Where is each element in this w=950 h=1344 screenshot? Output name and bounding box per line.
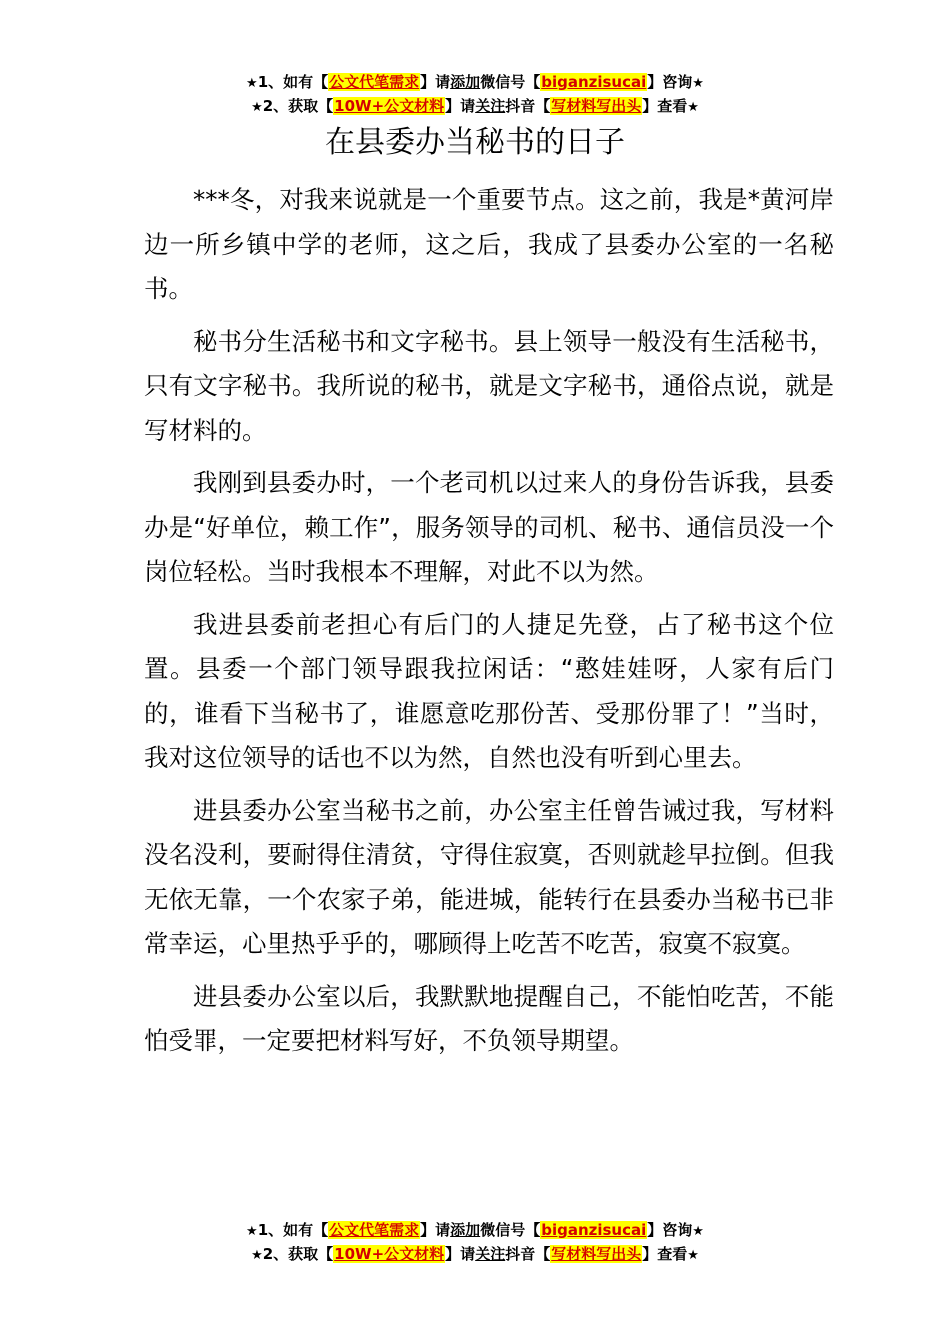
paragraph: 进县委办公室以后，我默默地提醒自己，不能怕吃苦，不能怕受罪，一定要把材料写好，不负领导期望。: [144, 981, 834, 1055]
banner-text: 2、获取【: [262, 1245, 334, 1263]
banner-text: 】咨询: [647, 1221, 693, 1239]
banner-text: 】查看: [642, 97, 688, 115]
banner-underlined-text: 添加: [450, 1221, 481, 1239]
banner-text: 】查看: [642, 1245, 688, 1263]
highlight-wechat-id: biganzisucai: [541, 73, 647, 91]
banner-text: 1、如有【: [257, 73, 329, 91]
highlight-service: 公文代笔需求: [329, 73, 420, 91]
banner-text: 微信号【: [480, 1221, 541, 1239]
banner-text: 抖音【: [505, 1245, 551, 1263]
star-icon: ★: [687, 1248, 699, 1263]
banner-text: 】请: [445, 1245, 476, 1263]
banner-line-2: [0, 94, 950, 118]
star-icon: ★: [251, 100, 263, 115]
highlight-service: 公文代笔需求: [329, 1221, 420, 1239]
banner-line-2: [0, 1242, 950, 1266]
document-title: 在县委办当秘书的日子: [325, 125, 625, 160]
banner-line-1: [0, 70, 950, 94]
document-body: [144, 178, 834, 1072]
highlight-douyin-account: 写材料写出头: [551, 1245, 642, 1263]
highlight-materials: 10W+公文材料: [334, 97, 445, 115]
paragraph: 进县委办公室当秘书之前，办公室主任曾告诫过我，写材料没名没利，要耐得住清贫，守得住寂寞，否则就趁早拉倒。但我无依无靠，一个农家子弟，能进城，能转行在县委办当秘书已非常幸运，心里热乎乎的，哪顾得上吃苦不吃苦，寂寞不寂寞。: [144, 795, 834, 958]
banner-underlined-text: 关注: [475, 97, 506, 115]
banner-underlined-text: 关注: [475, 1245, 506, 1263]
star-icon: ★: [246, 76, 258, 91]
star-icon: ★: [692, 76, 704, 91]
banner-text: 】请: [420, 1221, 451, 1239]
banner-text: 】请: [445, 97, 476, 115]
banner-text: 1、如有【: [257, 1221, 329, 1239]
paragraph: ***冬，对我来说就是一个重要节点。这之前，我是*黄河岸边一所乡镇中学的老师，这之后，我成了县委办公室的一名秘书。: [144, 185, 834, 303]
banner-text: 】请: [420, 73, 451, 91]
banner-text: 抖音【: [505, 97, 551, 115]
star-icon: ★: [246, 1224, 258, 1239]
paragraph: 秘书分生活秘书和文字秘书。县上领导一般没有生活秘书，只有文字秘书。我所说的秘书，就是文字秘书，通俗点说，就是写材料的。: [144, 326, 834, 445]
banner-text: 2、获取【: [262, 97, 334, 115]
paragraph: 我进县委前老担心有后门的人捷足先登，占了秘书这个位置。县委一个部门领导跟我拉闲话：“憨娃娃呀，人家有后门的，谁看下当秘书了，谁愿意吃那份苦、受那份罪了！”当时，我对这位领导的话也不以为然，自然也没有听到心里去。: [144, 609, 834, 772]
paragraph: 我刚到县委办时，一个老司机以过来人的身份告诉我，县委办是“好单位，赖工作”，服务领导的司机、秘书、通信员没一个岗位轻松。当时我根本不理解，对此不以为然。: [144, 468, 834, 586]
header-banner: [0, 70, 950, 118]
highlight-douyin-account: 写材料写出头: [551, 97, 642, 115]
banner-line-1: [0, 1218, 950, 1242]
star-icon: ★: [692, 1224, 704, 1239]
star-icon: ★: [251, 1248, 263, 1263]
banner-text: 】咨询: [647, 73, 693, 91]
banner-text: 微信号【: [480, 73, 541, 91]
star-icon: ★: [687, 100, 699, 115]
footer-banner: [0, 1218, 950, 1266]
banner-underlined-text: 添加: [450, 73, 481, 91]
highlight-wechat-id: biganzisucai: [541, 1221, 647, 1239]
highlight-materials: 10W+公文材料: [334, 1245, 445, 1263]
